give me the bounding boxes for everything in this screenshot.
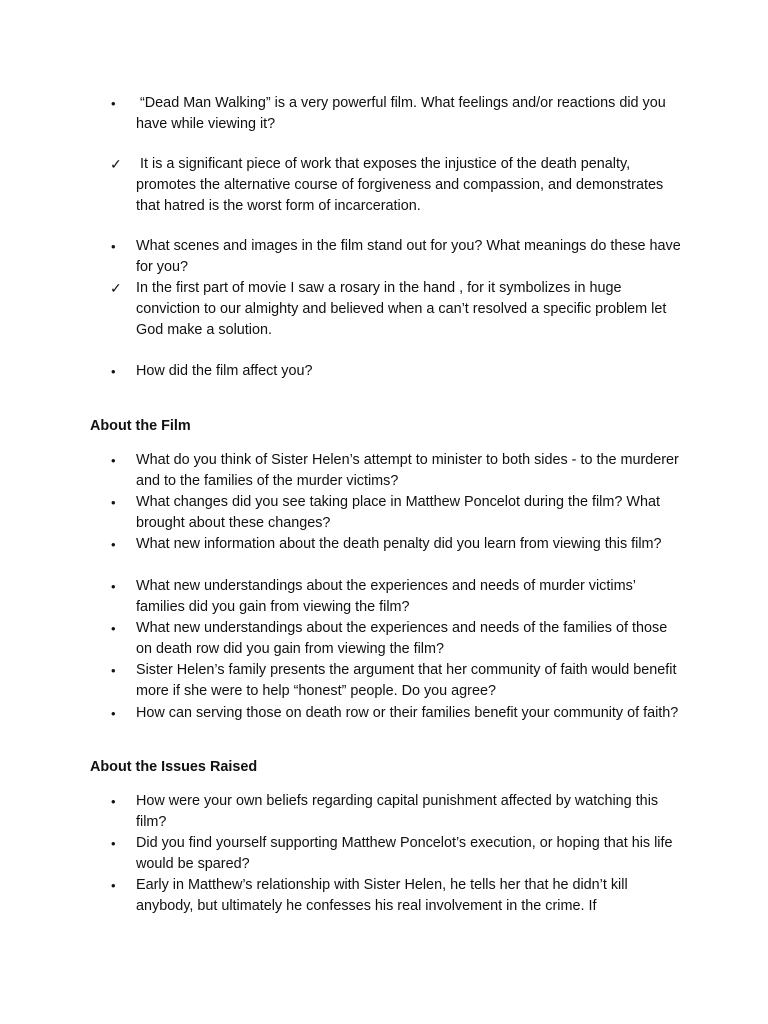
heading-about-the-issues-raised: About the Issues Raised: [90, 759, 258, 775]
question-film-affect: How did the film affect you?: [136, 363, 313, 379]
list-item: How were your own beliefs regarding capital punishment affected by watching this film?: [136, 793, 659, 830]
bullet-icon: •: [111, 96, 116, 111]
bullet-icon: •: [111, 364, 116, 379]
answer-film-reactions: It is a significant piece of work that exposes the injustice of the death penalty, promotes the alternative course of forgiveness and compassion, and demonstrates that hatred is the worst form of incarceration.: [136, 156, 664, 214]
bullet-icon: •: [111, 794, 116, 809]
list-item: What new understandings about the experiences and needs of murder victims’ families did you gain from viewing the film?: [136, 578, 636, 615]
list-item: How can serving those on death row or their families benefit your community of faith?: [136, 705, 679, 721]
list-item: What do you think of Sister Helen’s attempt to minister to both sides - to the murderer and to the families of the murder victims?: [136, 452, 679, 489]
bullet-icon: •: [111, 878, 116, 893]
check-icon: ✓: [110, 156, 122, 172]
list-item: What changes did you see taking place in Matthew Poncelot during the film? What brought about these changes?: [136, 494, 660, 531]
check-icon: ✓: [110, 280, 122, 296]
answer-scenes-images: In the first part of movie I saw a rosary in the hand , for it symbolizes in huge conviction to our almighty and believed when a can’t resolved a specific problem let God make a solution.: [136, 280, 667, 338]
bullet-icon: •: [111, 537, 116, 552]
bullet-icon: •: [111, 621, 116, 636]
bullet-icon: •: [111, 579, 116, 594]
bullet-icon: •: [111, 495, 116, 510]
bullet-icon: •: [111, 239, 116, 254]
bullet-icon: •: [111, 453, 116, 468]
list-item: What new understandings about the experiences and needs of the families of those on death row did you gain from viewing the film?: [136, 620, 668, 657]
bullet-icon: •: [111, 836, 116, 851]
bullet-icon: •: [111, 706, 116, 721]
list-item: Did you find yourself supporting Matthew Poncelot’s execution, or hoping that his life would be spared?: [136, 835, 673, 872]
heading-about-the-film: About the Film: [90, 418, 191, 434]
list-item: Sister Helen’s family presents the argument that her community of faith would benefit more if she were to help “honest” people. Do you agree?: [136, 662, 677, 699]
question-scenes-images: What scenes and images in the film stand out for you? What meanings do these have for you?: [136, 238, 681, 275]
bullet-icon: •: [111, 663, 116, 678]
question-film-reactions: “Dead Man Walking” is a very powerful film. What feelings and/or reactions did you have while viewing it?: [136, 95, 666, 132]
list-item: What new information about the death penalty did you learn from viewing this film?: [136, 536, 662, 552]
list-item: Early in Matthew’s relationship with Sister Helen, he tells her that he didn’t kill anybody, but ultimately he confesses his real involvement in the crime. If: [136, 877, 628, 914]
